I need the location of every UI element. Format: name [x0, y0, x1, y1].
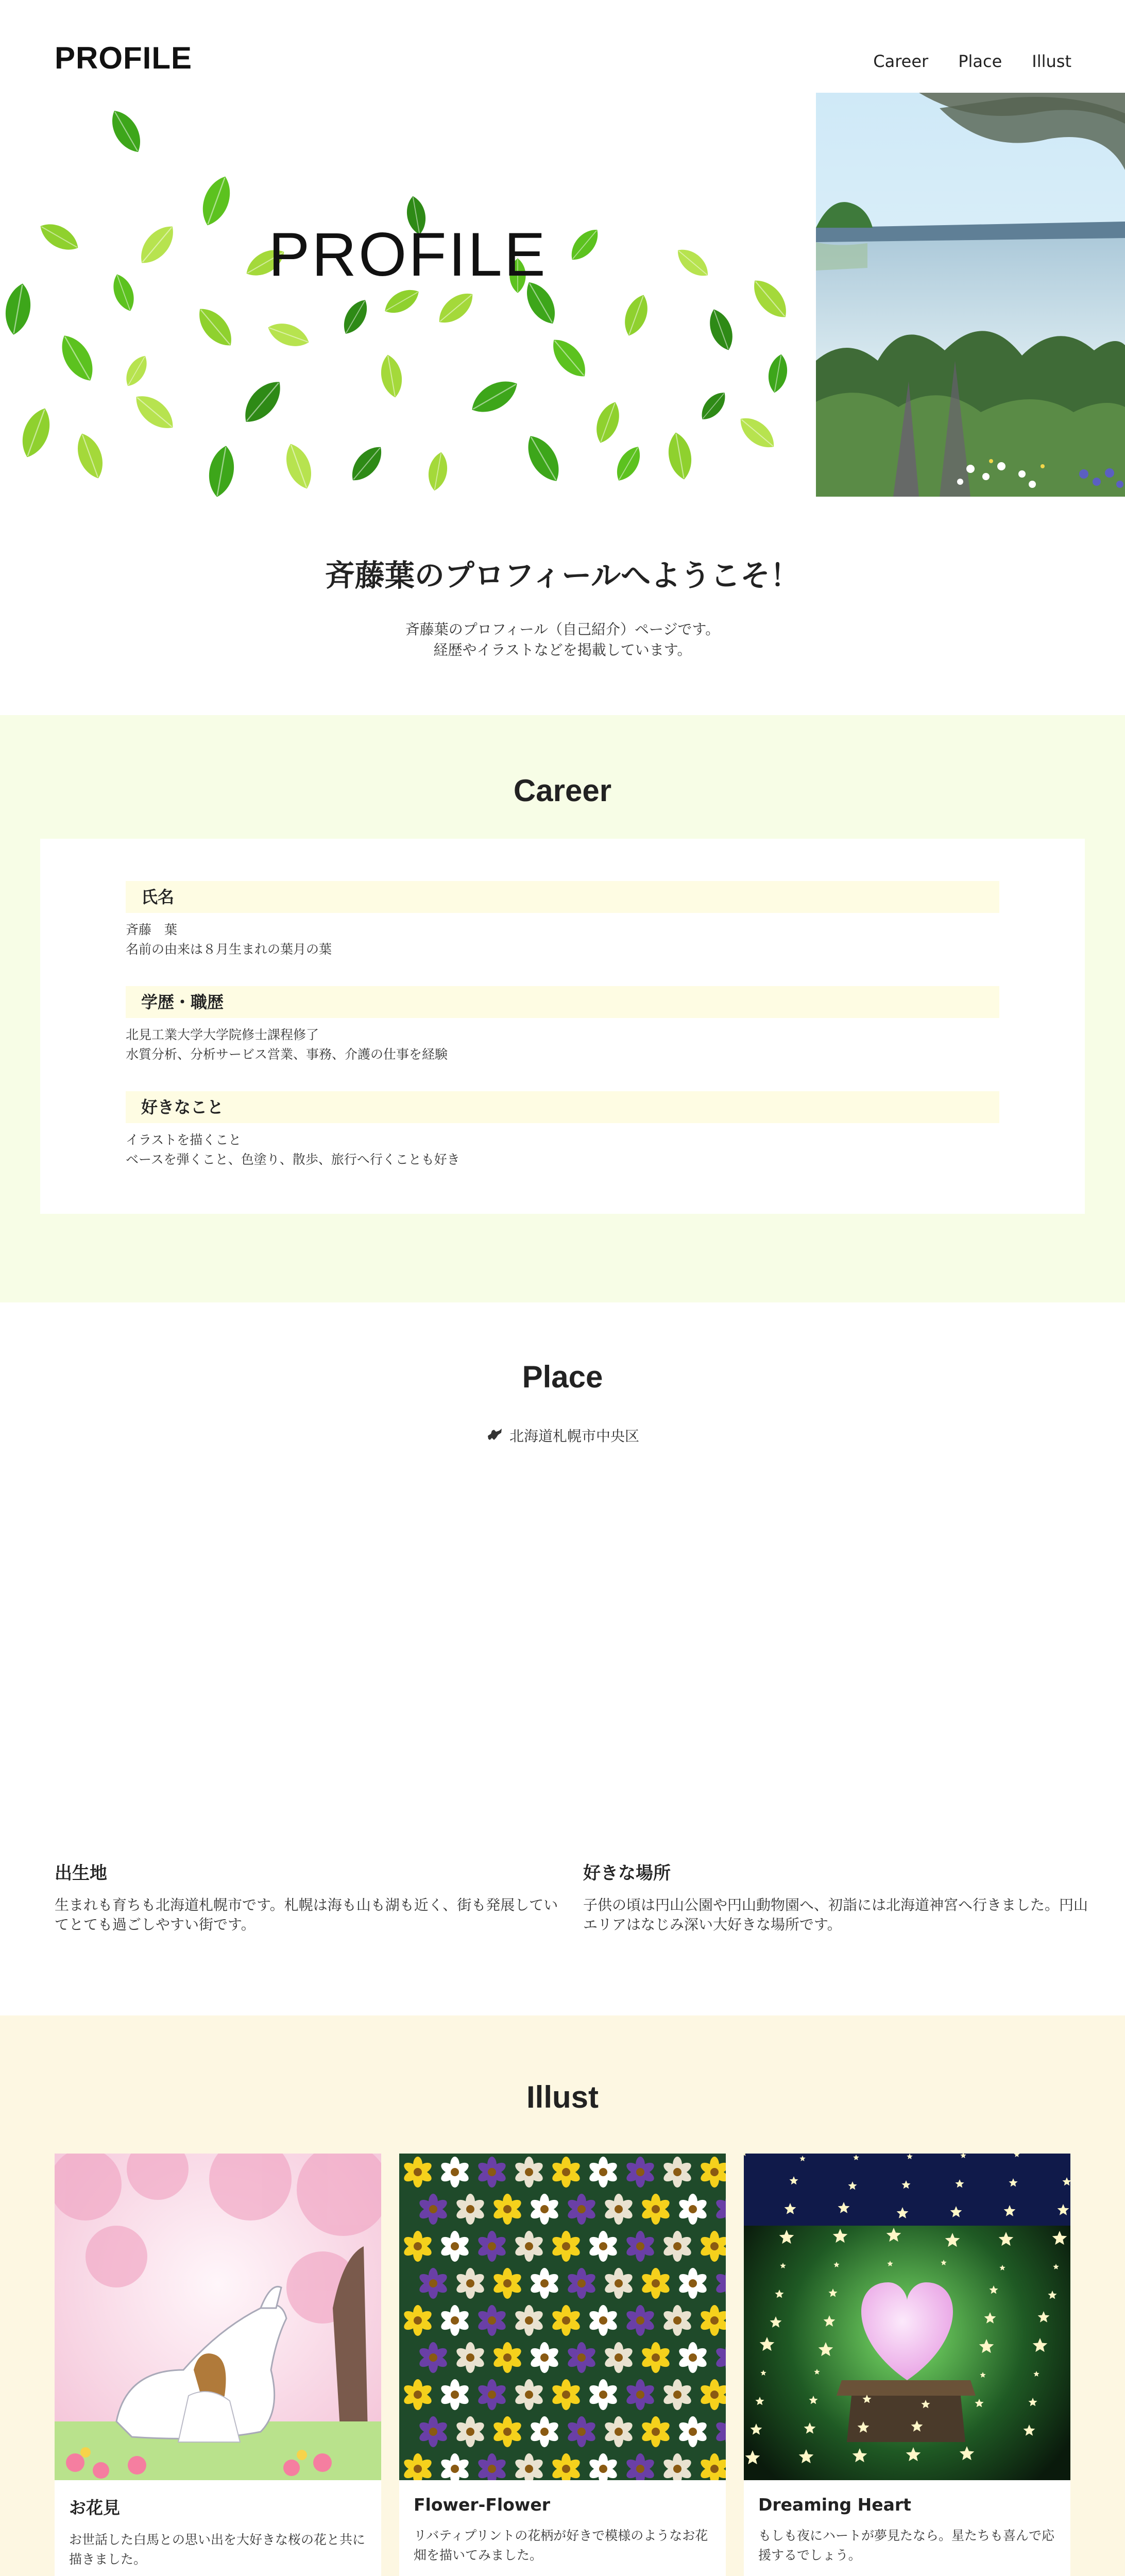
place-title: Place	[522, 1360, 603, 1394]
site-logo[interactable]: PROFILE	[55, 41, 193, 75]
nav-link-illust[interactable]: Illust	[1032, 52, 1071, 71]
leaves-illustration	[0, 93, 816, 497]
place-column-favorite	[583, 1859, 1088, 1935]
illust-card-title: お花見	[69, 2498, 120, 2518]
hokkaido-map-icon	[486, 1427, 503, 1444]
intro-text	[0, 619, 1125, 660]
place-column-heading: 好きな場所	[583, 1863, 671, 1884]
nav-link-career[interactable]: Career	[873, 52, 929, 71]
place-location-text: 北海道札幌市中央区	[509, 1428, 639, 1445]
career-section	[0, 715, 1125, 1302]
place-column-text: 生まれも育ちも北海道札幌市です。札幌は海も山も湖も近く、街も発展していてとても過ごしやすい街です。	[55, 1896, 558, 1933]
leaves-art	[0, 93, 816, 497]
intro-line-2: 経歴やイラストなどを掲載しています。	[433, 641, 692, 658]
place-column-text: 子供の頃は円山公園や円山動物園へ、初詣には北海道神宮へ行きました。円山エリアはなじみ深い大好きな場所です。	[583, 1896, 1088, 1933]
intro-title: 斉藤葉のプロフィールへようこそ！	[325, 558, 800, 593]
career-text-line: 斉藤 葉	[126, 922, 178, 937]
site-header	[0, 0, 1125, 93]
illust-card-ohanami[interactable]	[55, 2154, 381, 2576]
illust-card-title: Dreaming Heart	[758, 2495, 911, 2515]
ohanami-artwork	[55, 2154, 381, 2480]
illust-card-text: もしも夜にハートが夢見たなら。星たちも喜んで応援するでしょう。	[758, 2528, 1055, 2563]
career-text-line: 水質分析、分析サービス営業、事務、介護の仕事を経験	[126, 1047, 448, 1062]
dreaming-heart-artwork	[744, 2154, 1070, 2480]
place-column-heading: 出生地	[55, 1863, 107, 1884]
career-text-line: 北見工業大学大学院修士課程修了	[126, 1027, 319, 1042]
career-label: 氏名	[126, 881, 999, 913]
illust-card-title: Flower-Flower	[414, 2495, 551, 2515]
career-item-hobbies	[126, 1091, 999, 1170]
illust-card-dreaming-heart[interactable]	[744, 2154, 1070, 2576]
career-item-education	[126, 986, 999, 1064]
intro-line-1: 斉藤葉のプロフィール（自己紹介）ページです。	[405, 621, 720, 638]
career-item-name	[126, 881, 999, 959]
illust-card-flower-flower[interactable]	[399, 2154, 726, 2576]
illust-card-text: お世話した白馬との思い出を大好きな桜の花と共に描きました。	[69, 2532, 366, 2567]
nav-link-place[interactable]: Place	[958, 52, 1002, 71]
illust-card-text: リバティプリントの花柄が好きで模様のようなお花畑を描いてみました。	[414, 2528, 708, 2563]
career-label: 学歴・職歴	[126, 986, 999, 1018]
illust-title: Illust	[526, 2080, 599, 2114]
place-location	[0, 1425, 1125, 1446]
career-text-line: 名前の由来は８月生まれの葉月の葉	[126, 942, 332, 957]
main-nav	[873, 52, 1071, 71]
hero-section	[0, 93, 1125, 497]
career-card	[40, 839, 1085, 1214]
flower-flower-artwork	[399, 2154, 726, 2480]
career-label: 好きなこと	[126, 1091, 999, 1123]
hero-title: PROFILE	[268, 220, 548, 289]
illust-section	[0, 2015, 1125, 2576]
place-column-birthplace	[55, 1859, 559, 1935]
career-text-line: ベースを弾くこと、色塗り、散歩、旅行へ行くことも好き	[126, 1152, 460, 1167]
lake-illustration	[816, 93, 1125, 497]
career-title: Career	[513, 773, 612, 808]
career-text-line: イラストを描くこと	[126, 1132, 242, 1147]
